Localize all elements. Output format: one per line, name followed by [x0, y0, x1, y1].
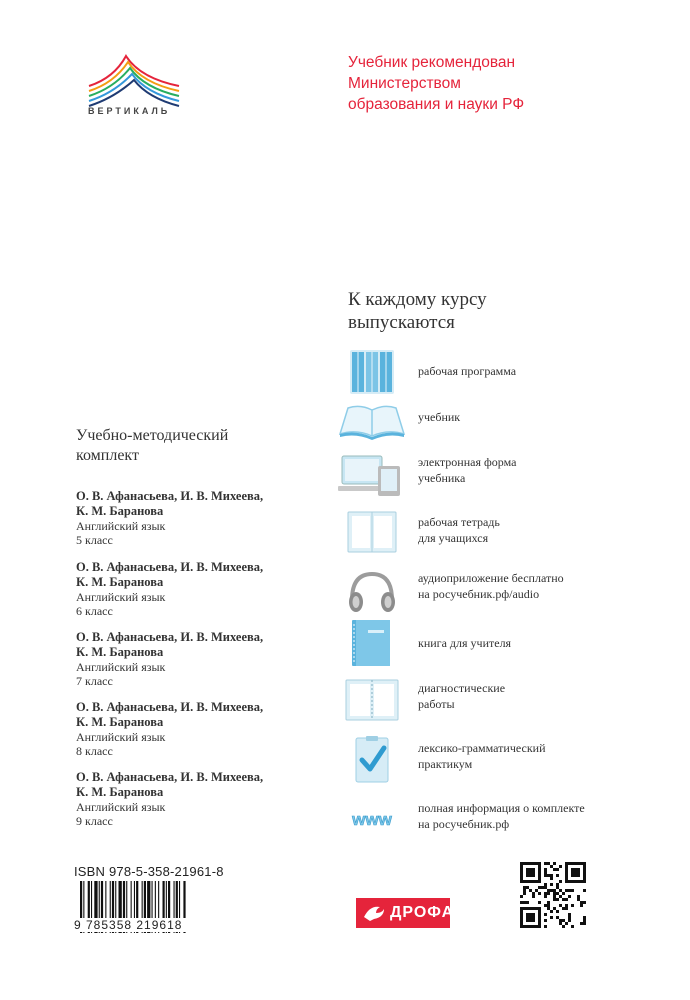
- item-teacher-book: [338, 618, 658, 672]
- recommendation-text: [348, 52, 648, 115]
- umk-title-line: комплект: [76, 447, 139, 464]
- book-grade: 9 класс: [76, 814, 113, 828]
- www-icon: [338, 795, 406, 849]
- book-entry: [76, 560, 263, 618]
- recommendation-line: образования и науки РФ: [348, 96, 525, 113]
- logo-text: ВЕРТИКАЛЬ: [88, 106, 171, 116]
- item-label: диагностические: [418, 681, 506, 695]
- book-authors: О. В. Афанасьева, И. В. Михеева,: [76, 700, 264, 714]
- course-heading-line: выпускаются: [348, 312, 455, 333]
- book-subject: Английский язык: [76, 800, 166, 814]
- item-label: книга для учителя: [418, 636, 512, 650]
- item-label: лексико-грамматический: [418, 741, 546, 755]
- book-grade: 7 класс: [76, 674, 113, 688]
- book-entry: [76, 770, 263, 828]
- book-authors: О. В. Афанасьева, И. В. Михеева,: [76, 770, 264, 784]
- item-label: на росучебник.рф/audio: [418, 587, 540, 601]
- binders-icon: [338, 346, 406, 400]
- qr-code-icon: [520, 862, 586, 928]
- item-label: рабочая программа: [418, 364, 517, 378]
- workbook-icon: [338, 508, 406, 562]
- book-subject: Английский язык: [76, 519, 166, 533]
- checkmark-pad-icon: [338, 736, 406, 790]
- item-label: на росучебник.рф: [418, 817, 510, 831]
- item-label: аудиоприложение бесплатно: [418, 571, 564, 585]
- book-entry: [76, 489, 263, 547]
- item-label: электронная форма: [418, 455, 517, 469]
- book-subject: Английский язык: [76, 730, 166, 744]
- umk-title: [76, 426, 228, 466]
- item-full-info: [338, 795, 658, 849]
- devices-icon: [338, 450, 406, 504]
- isbn-label: ISBN 978-5-358-21961-8: [74, 864, 224, 879]
- item-label: учебника: [418, 471, 466, 485]
- item-label: практикум: [418, 757, 473, 771]
- item-textbook: [338, 396, 658, 450]
- item-audio: [338, 566, 658, 620]
- item-label: учебник: [418, 410, 461, 424]
- notebook-open-icon: [338, 676, 406, 730]
- publisher-name: ДРОФА: [390, 904, 455, 921]
- recommendation-line: Учебник рекомендован: [348, 54, 516, 71]
- book-grade: 8 класс: [76, 744, 113, 758]
- book-entry: [76, 700, 263, 758]
- barcode-number: 9 785358 219618: [74, 918, 262, 932]
- book-entry: [76, 630, 263, 688]
- item-label: для учащихся: [418, 531, 489, 545]
- item-electronic-form: [338, 450, 658, 504]
- book-authors: К. М. Баранова: [76, 645, 164, 659]
- book-authors: О. В. Афанасьева, И. В. Михеева,: [76, 489, 264, 503]
- bird-icon: [362, 903, 386, 923]
- headphones-icon: [338, 566, 406, 620]
- umk-title-line: Учебно-методический: [76, 427, 229, 444]
- item-practicum: [338, 736, 658, 790]
- book-authors: К. М. Баранова: [76, 575, 164, 589]
- item-diagnostics: [338, 676, 658, 730]
- book-subject: Английский язык: [76, 660, 166, 674]
- book-subject: Английский язык: [76, 590, 166, 604]
- item-workbook: [338, 508, 658, 562]
- book-grade: 5 класс: [76, 533, 113, 547]
- item-label: полная информация о комплекте: [418, 801, 585, 815]
- item-label: работы: [418, 697, 455, 711]
- recommendation-line: Министерством: [348, 75, 461, 92]
- course-heading-line: К каждому курсу: [348, 289, 487, 310]
- book-grade: 6 класс: [76, 604, 113, 618]
- publisher-logo: [356, 898, 455, 928]
- notebook-icon: [338, 618, 406, 672]
- item-work-program: [338, 346, 658, 400]
- book-authors: К. М. Баранова: [76, 504, 164, 518]
- open-book-icon: [338, 396, 406, 450]
- book-authors: К. М. Баранова: [76, 715, 164, 729]
- www-icon-text: www: [352, 810, 392, 829]
- course-heading: [348, 288, 487, 334]
- book-authors: К. М. Баранова: [76, 785, 164, 799]
- book-authors: О. В. Афанасьева, И. В. Михеева,: [76, 630, 264, 644]
- book-authors: О. В. Афанасьева, И. В. Михеева,: [76, 560, 264, 574]
- item-label: рабочая тетрадь: [418, 515, 500, 529]
